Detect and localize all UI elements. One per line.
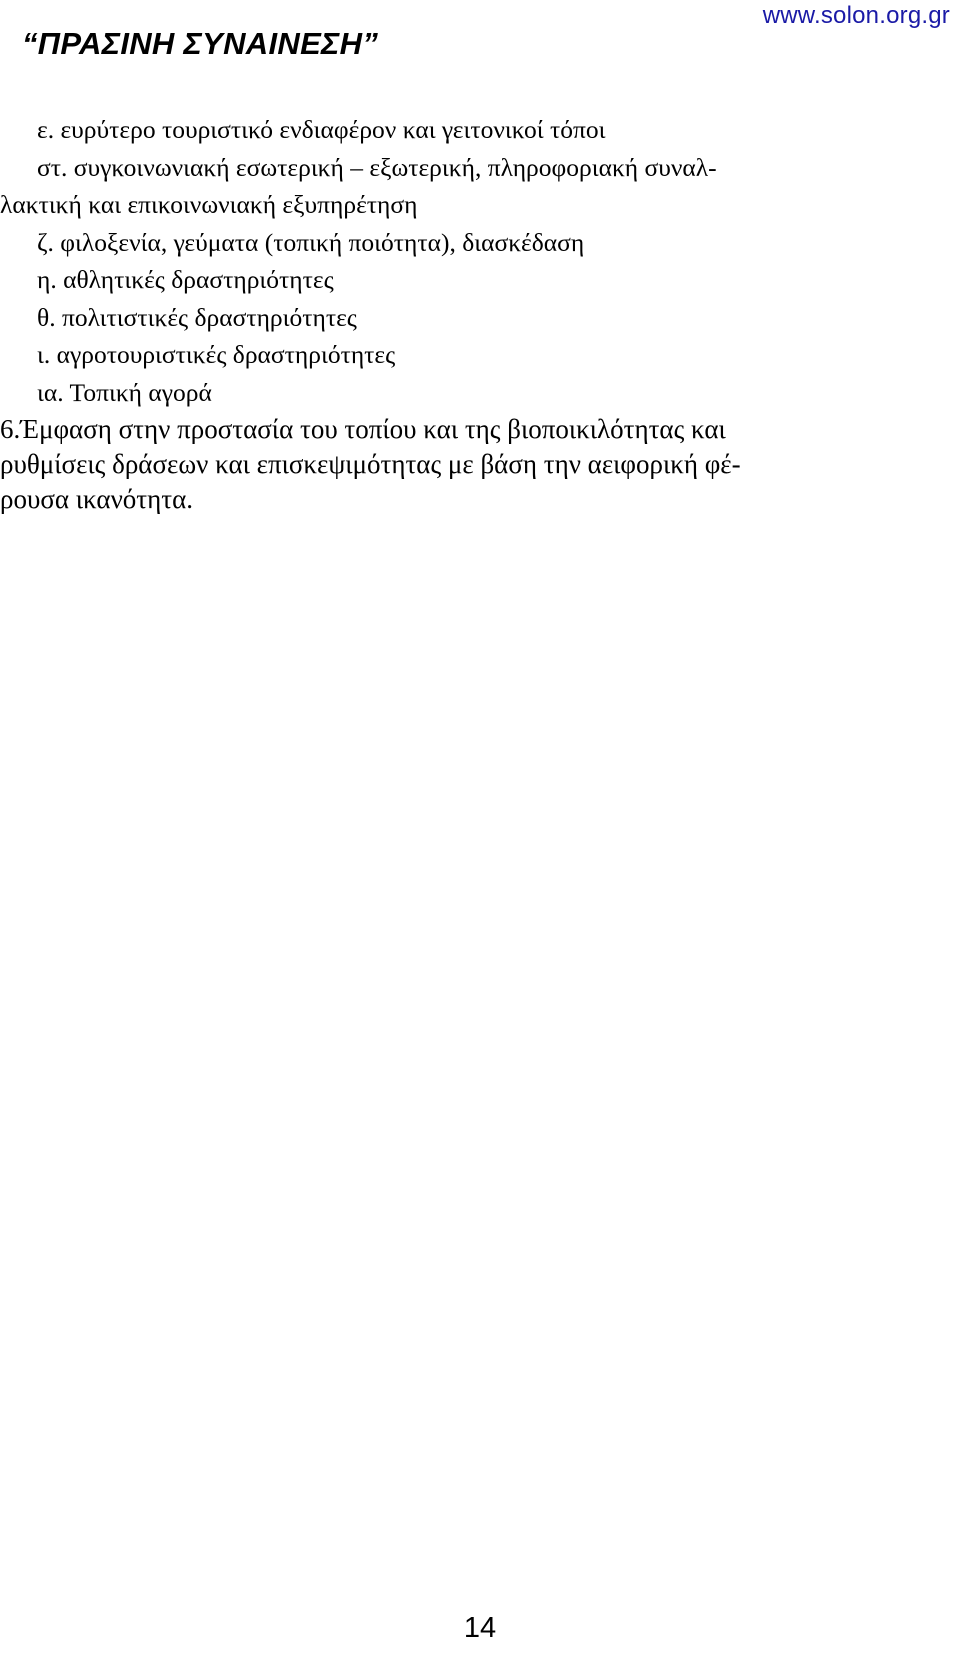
page-number: 14 bbox=[463, 1612, 497, 1644]
list-item-z: ζ. φιλοξενία, γεύματα (τοπική ποιότητα), διασκέδαση bbox=[37, 227, 585, 257]
list-item-e: ε. ευρύτερο τουριστικό ενδιαφέρον και γειτονικοί τόποι bbox=[37, 115, 606, 144]
point-6-paragraph bbox=[0, 412, 960, 517]
document-body bbox=[0, 111, 960, 517]
list-item-th: θ. πολιτιστικές δραστηριότητες bbox=[37, 302, 357, 332]
list-item-st bbox=[0, 149, 960, 224]
point-6-line1: 6.Έμφαση στην προστασία του τοπίου και της βιοποικιλότητας και bbox=[0, 414, 726, 444]
document-title: “ΠΡΑΣΙΝΗ ΣΥΝΑΙΝΕΣΗ” bbox=[22, 26, 379, 61]
list-item-st-line2: λακτική και επικοινωνιακή εξυπηρέτηση bbox=[0, 190, 418, 219]
list-item-i: η. αθλητικές δραστηριότητες bbox=[37, 265, 334, 294]
list-item-ia: ια. Τοπική αγορά bbox=[37, 377, 212, 407]
site-url[interactable]: www.solon.org.gr bbox=[762, 2, 950, 29]
point-6-line2: ρυθμίσεις δράσεων και επισκεψιμότητας με βάση την αειφορική φέ- bbox=[0, 449, 741, 479]
point-6-line3: ρουσα ικανότητα. bbox=[0, 484, 193, 514]
list-item-iota: ι. αγροτουριστικές δραστηριότητες bbox=[37, 340, 396, 369]
list-item-st-line1: στ. συγκοινωνιακή εσωτερική – εξωτερική, πληροφοριακή συναλ- bbox=[37, 152, 717, 182]
